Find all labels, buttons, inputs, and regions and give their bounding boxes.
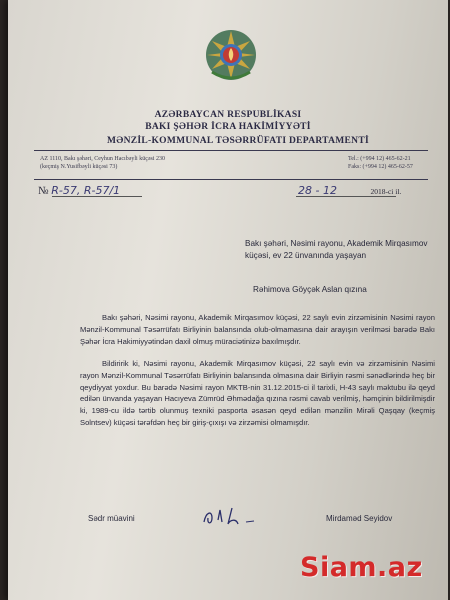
address-line-2: (keçmiş N.Yusifbəyli küçəsi 73)	[40, 164, 118, 170]
header-divider-bottom	[34, 179, 428, 180]
fax-number: Faks: (+994 12) 465-62-57	[348, 164, 413, 170]
letterhead-country: AZƏRBAYCAN RESPUBLİKASI	[154, 110, 302, 120]
address-line-1: AZ 1110, Bakı şəhəri, Ceyhun Hacıbəyli küçəsi 230	[40, 156, 166, 162]
letterhead-authority: BAKI ŞƏHƏR İCRA HAKİMİYYƏTİ	[145, 122, 311, 132]
state-emblem-icon	[204, 28, 258, 82]
signatory-name: Mirdaməd Seyidov	[326, 514, 393, 523]
handwritten-signature	[198, 500, 288, 530]
recipient-address: Bakı şəhəri, Nəsimi rayonu, Akademik Mirqasımov küçəsi, ev 22 ünvanında yaşayan	[245, 239, 428, 260]
recipient-name: Rəhimova Göyçək Aslan qızına	[253, 285, 367, 294]
department-contacts	[348, 155, 413, 171]
date-underline	[296, 196, 396, 197]
signatory-title: Sədr müavini	[88, 514, 135, 523]
letterhead-department: MƏNZİL-KOMMUNAL TƏSƏRRÜFATI DEPARTAMENTİ	[107, 136, 369, 146]
letter-page	[8, 0, 448, 600]
body-paragraph-1: Bakı şəhəri, Nəsimi rayonu, Akademik Mirqasımov küçəsi, 22 saylı evin zirzəmisinin Nəsimi rayon Mənzil-Kommunal Təsərrüfatı Birliyinin balansında olub-olmamasına dair arayışın verilməsi barədə Bakı Şəhər İcra Hakimiyyətindən daxil olmuş müraciətinizə baxılmışdır.	[80, 313, 435, 346]
date-year: 2018-ci il.	[370, 187, 402, 196]
header-divider-top	[34, 150, 428, 151]
reference-underline	[52, 196, 142, 197]
phone-number: Tel.: (+994 12) 465-62-21	[348, 156, 411, 162]
body-paragraph-2: Bildiririk ki, Nəsimi rayonu, Akademik Mirqasımov küçəsi, 22 saylı evin və zirzəmisinin Nəsimi rayon Mənzil-Kommunal Təsərrüfatı Birliyinin balansında olmasına dair Birliyin rəsmi sənədlərində heç bir qeydiyyat yoxdur. Bu barədə Nəsimi rayon MKTB-nin 31.12.2015-ci il tarixli, H-43 saylı məktubu ilə qeyd edilən ünvanda yaşayan Hacıyeva Zümrüd Əhmədağa qızına rəsmi cavab verilmiş, həmçinin bildirilmişdir ki, 1989-cu ildə tərtib olunmuş texniki pasporta əsasən qeyd edilən mənzilin Mirəli Qaşqay (keçmiş Solntsev) küçəsi tərəfdən heç bir giriş-çıxışı və zirzəmisi olmamışdır.	[80, 358, 435, 428]
handwritten-date: 28 - 12	[298, 184, 337, 197]
site-watermark: Siam.az	[300, 552, 423, 583]
number-sign: №	[38, 185, 49, 197]
letter-body	[80, 312, 435, 431]
department-address	[40, 155, 165, 171]
handwritten-reference: R-57, R-57/1	[51, 184, 121, 197]
